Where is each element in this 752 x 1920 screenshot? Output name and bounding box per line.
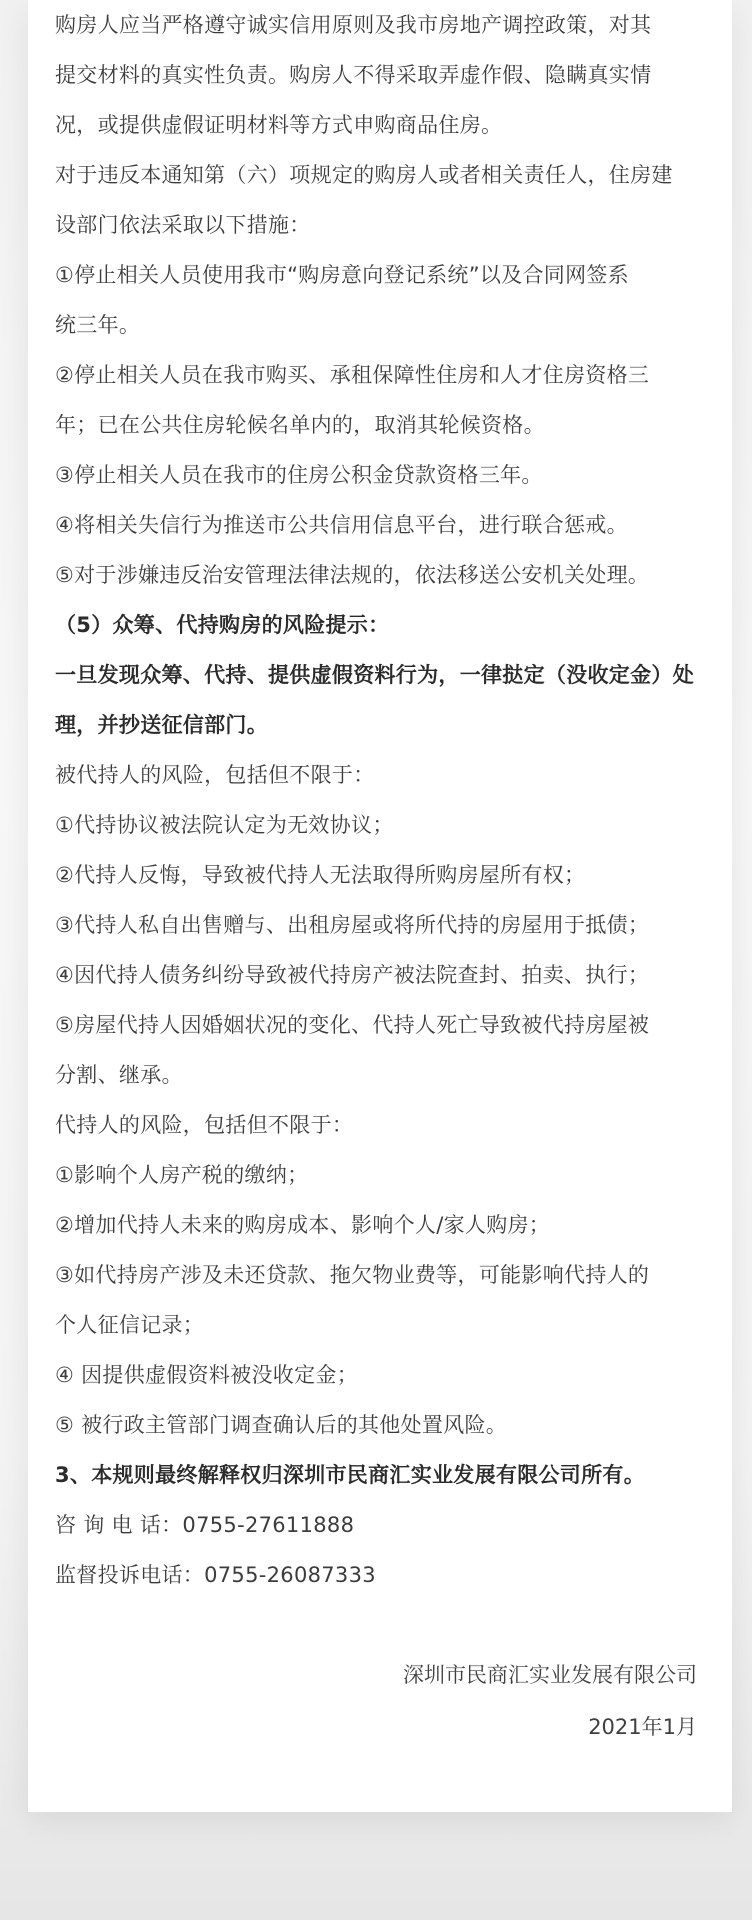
line-25: ②增加代持人未来的购房成本、影响个人/家人购房；	[55, 1213, 551, 1237]
signature-company: 深圳市民商汇实业发展有限公司	[403, 1663, 697, 1687]
line-01: 购房人应当严格遵守诚实信用原则及我市房地产调控政策，对其	[55, 13, 652, 37]
line-05: 设部门依法采取以下措施：	[55, 213, 311, 237]
line-24: ①影响个人房产税的缴纳；	[55, 1163, 309, 1187]
line-13-heading: （5）众筹、代持购房的风险提示：	[55, 613, 390, 637]
line-07: 统三年。	[55, 313, 141, 337]
line-04: 对于违反本通知第（六）项规定的购房人或者相关责任人，住房建	[55, 163, 673, 187]
line-29: ⑤ 被行政主管部门调查确认后的其他处置风险。	[55, 1413, 508, 1437]
line-11: ④将相关失信行为推送市公共信用信息平台，进行联合惩戒。	[55, 513, 628, 537]
line-22: 分割、继承。	[55, 1063, 183, 1087]
line-28: ④ 因提供虚假资料被没收定金；	[55, 1363, 359, 1387]
line-10: ③停止相关人员在我市的住房公积金贷款资格三年。	[55, 463, 543, 487]
line-21: ⑤房屋代持人因婚姻状况的变化、代持人死亡导致被代持房屋被	[55, 1013, 650, 1037]
line-08: ②停止相关人员在我市购买、承租保障性住房和人才住房资格三	[55, 363, 650, 387]
line-19: ③代持人私自出售赠与、出租房屋或将所代持的房屋用于抵债；	[55, 913, 650, 937]
line-18: ②代持人反悔，导致被代持人无法取得所购房屋所有权；	[55, 863, 586, 887]
line-06: ①停止相关人员使用我市“购房意向登记系统”以及合同网签系	[55, 263, 629, 287]
line-30-clause: 3、本规则最终解释权归深圳市民商汇实业发展有限公司所有。	[55, 1463, 646, 1487]
line-31-hotline: 咨 询 电 话：0755-27611888	[55, 1513, 355, 1537]
line-02: 提交材料的真实性负责。购房人不得采取弄虚作假、隐瞒真实情	[55, 63, 652, 87]
line-12: ⑤对于涉嫌违反治安管理法律法规的，依法移送公安机关处理。	[55, 563, 650, 587]
line-09: 年；已在公共住房轮候名单内的，取消其轮候资格。	[55, 413, 545, 437]
notice-body	[55, 0, 700, 1600]
line-23: 代持人的风险，包括但不限于：	[55, 1113, 354, 1137]
line-14-warning: 一旦发现众筹、代持、提供虚假资料行为，一律挞定（没收定金）处	[55, 663, 694, 687]
line-17: ①代持协议被法院认定为无效协议；	[55, 813, 394, 837]
signature-date: 2021年1月	[588, 1715, 697, 1739]
line-27: 个人征信记录；	[55, 1313, 205, 1337]
line-15-warning: 理，并抄送征信部门。	[55, 713, 268, 737]
line-03: 况，或提供虚假证明材料等方式申购商品住房。	[55, 113, 503, 137]
line-32-complaint: 监督投诉电话：0755-26087333	[55, 1563, 376, 1587]
line-20: ④因代持人债务纠纷导致被代持房产被法院查封、拍卖、执行；	[55, 963, 650, 987]
line-16: 被代持人的风险，包括但不限于：	[55, 763, 375, 787]
line-26: ③如代持房产涉及未还贷款、拖欠物业费等，可能影响代持人的	[55, 1263, 650, 1287]
